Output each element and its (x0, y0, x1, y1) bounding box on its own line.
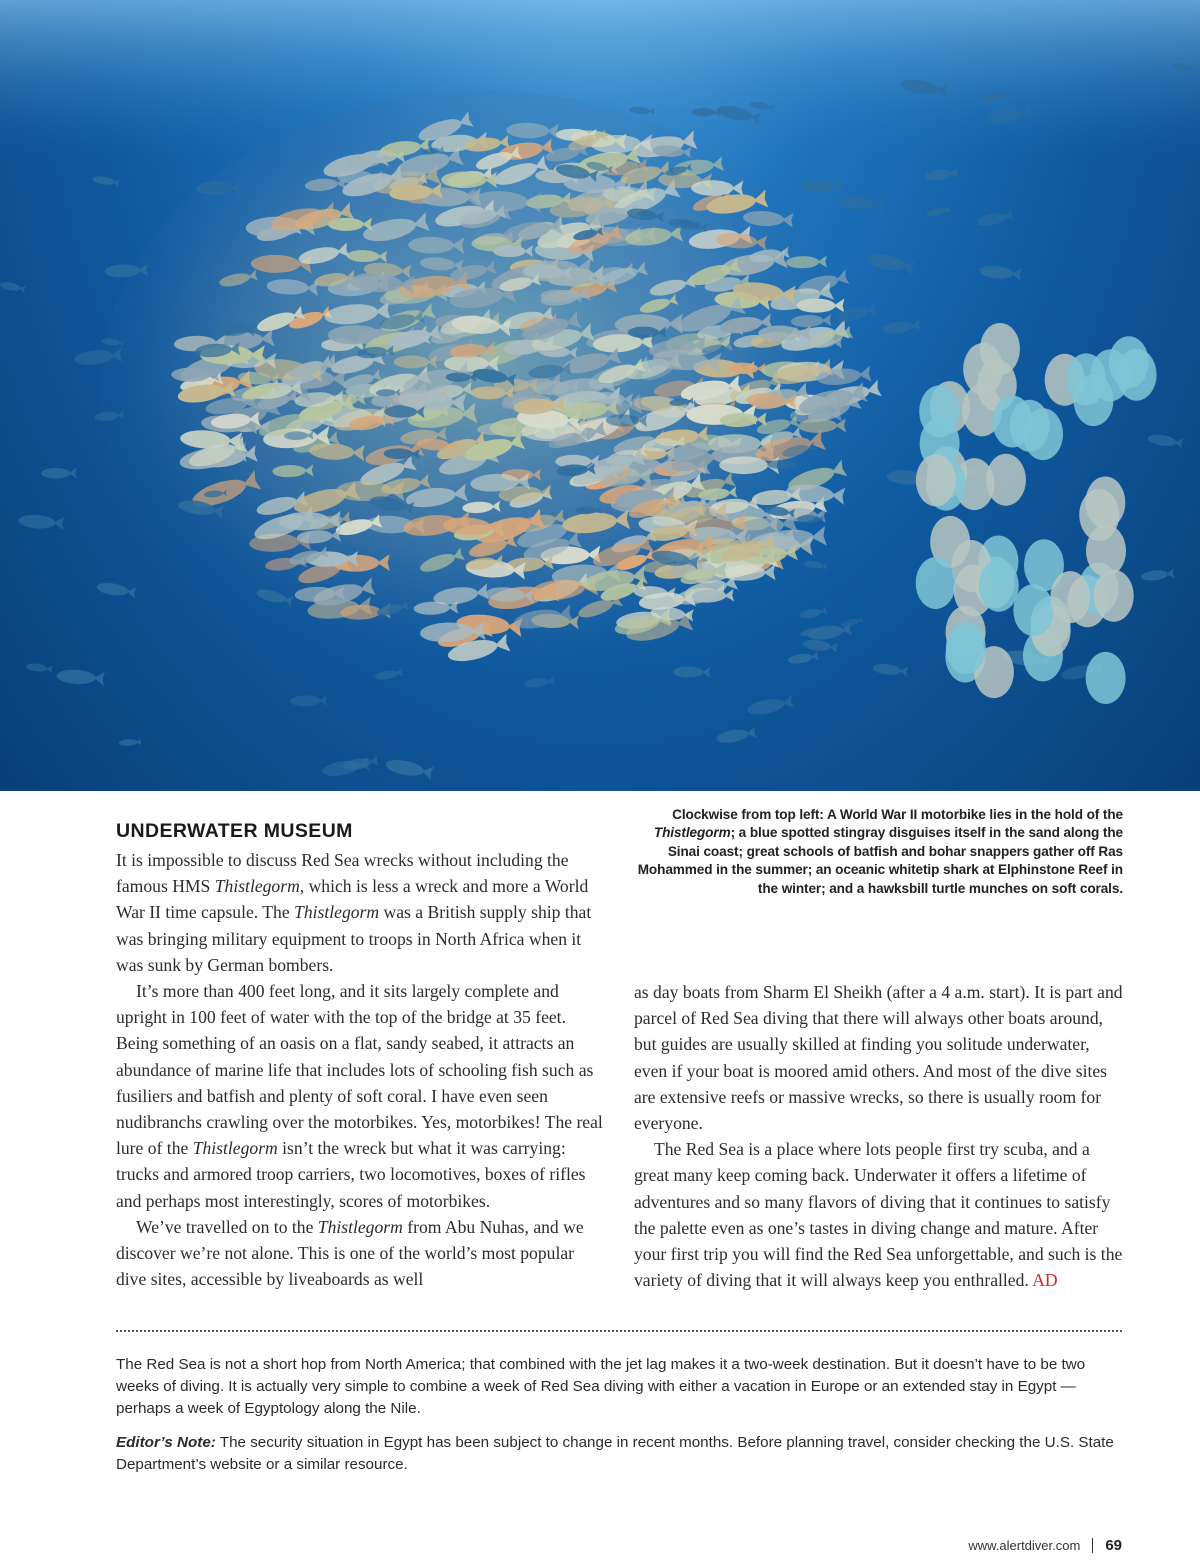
dotted-divider (116, 1330, 1122, 1332)
text-run: We’ve travelled on to the (136, 1216, 318, 1237)
text-run: It’s more than 400 feet long, and it sits largely complete and upright in 100 feet of water with the top of the bridge at 35 feet. Being something of an oasis on a flat, sandy seabed, it attracts an abundance of marine life that includes lots of schooling fish such as fusiliers and batfish and plenty of soft coral. I have even seen nudibranchs crawling over the motorbikes. Yes, motorbikes! The real lure of the (116, 981, 603, 1159)
text-run: , which is less a wreck and more a World War II time capsule. The (116, 876, 589, 923)
ship-name: Thistlegorm (317, 1216, 403, 1237)
photo-caption (630, 806, 1123, 898)
ship-name: Thistlegorm (214, 876, 300, 897)
text-run: was a British supply ship that was bringing military equipment to troops in North Africa when it was sunk by German bombers. (116, 902, 592, 975)
travel-note: The Red Sea is not a short hop from North America; that combined with the jet lag makes it a two-week destination. But it doesn’t have to be two weeks of diving. It is actually very simple to combine a week of Red Sea diving with either a vacation in Europe or an extended stay in Egypt — perhaps a week of Egyptology along the Nile. (116, 1356, 1086, 1417)
article-paragraph (116, 847, 608, 978)
text-run: from Abu Nuhas, and we discover we’re not alone. This is one of the world’s most popular dive sites, accessible by liveaboards as well (116, 1216, 584, 1290)
article-paragraph: as day boats from Sharm El Sheikh (after a 4 a.m. start). It is part and parcel of Red Sea diving that there will always other boats around, but guides are usually skilled at finding you solitude underwater, even if your boat is moored amid others. And most of the dive sites are extensive reefs or massive wrecks, so there is usually room for everyone. (634, 982, 1123, 1134)
ship-name: Thistlegorm (192, 1138, 278, 1159)
editors-note-label: Editor’s Note: (116, 1434, 216, 1451)
page-footer (968, 1537, 1122, 1554)
ship-name: Thistlegorm (294, 902, 380, 923)
article-paragraph (116, 1214, 608, 1293)
editors-note-text: The security situation in Egypt has been subject to change in recent months. Before planning travel, consider checking the U.S. State Department’s website or a similar resource. (116, 1434, 1114, 1473)
text-run: It is impossible to discuss Red Sea wrecks without including the famous HMS (116, 850, 569, 897)
article-paragraph (116, 978, 608, 1214)
page-number: 69 (1105, 1537, 1122, 1554)
site-url: www.alertdiver.com (968, 1538, 1081, 1553)
caption-ship-name: Thistlegorm (653, 825, 731, 841)
caption-prefix: Clockwise from top left: A World War II motorbike lies in the hold of the (672, 807, 1123, 822)
footer-separator (1092, 1538, 1093, 1553)
article-column-left (116, 847, 608, 1292)
article-column-right (634, 979, 1126, 1293)
article-paragraph (634, 1136, 1126, 1293)
text-run: The Red Sea is a place where lots people first try scuba, and a great many keep coming back. Underwater it offers a lifetime of adventures and so many flavors of diving that it continues to satisfy the palette even as one’s tastes in diving change and mature. After your first trip you will find the Red Sea unforgettable, and such is the variety of diving that it will always keep you enthralled. (634, 1139, 1123, 1291)
editors-note (116, 1432, 1116, 1476)
caption-rest: ; a blue spotted stingray disguises itself in the sand along the Sinai coast; great schools of batfish and bohar snappers gather off Ras Mohammed in the summer; an oceanic whitetip shark at Elphinstone Reef in the winter; and a hawksbill turtle munches on soft corals. (637, 825, 1123, 896)
text-run: isn’t the wreck but what it was carrying: trucks and armored troop carriers, two locomotives, boxes of rifles and perhaps most interestingly, scores of motorbikes. (116, 1138, 586, 1211)
section-heading: UNDERWATER MUSEUM (116, 820, 353, 842)
end-mark: AD (1032, 1270, 1058, 1291)
